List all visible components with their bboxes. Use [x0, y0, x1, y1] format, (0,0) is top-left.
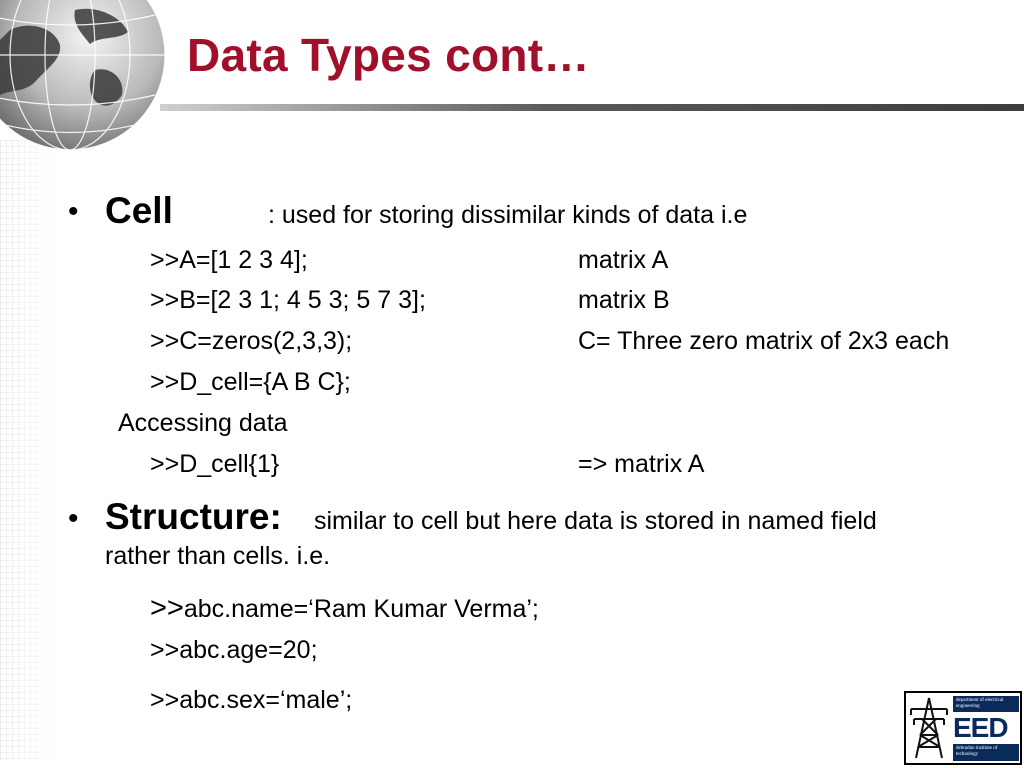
- department-logo: [904, 691, 1022, 765]
- accessing-data-label: Accessing data: [118, 409, 288, 437]
- code-prefix: >>: [150, 592, 184, 624]
- code-line: >>B=[2 3 1; 4 5 3; 5 7 3];: [150, 286, 426, 314]
- bullet-icon: •: [68, 195, 79, 228]
- code-text: abc.name=‘Ram Kumar Verma’;: [183, 595, 539, 623]
- code-note: matrix B: [578, 286, 670, 314]
- structure-description: similar to cell but here data is stored in named field: [314, 507, 877, 535]
- structure-description-cont: rather than cells. i.e.: [105, 542, 331, 570]
- cell-description: : used for storing dissimilar kinds of data i.e: [268, 201, 748, 229]
- bullet-icon: •: [68, 502, 79, 535]
- code-line: >>C=zeros(2,3,3);: [150, 327, 353, 355]
- decorative-grid: [0, 140, 60, 760]
- code-line: >>abc.sex=‘male’;: [150, 686, 353, 714]
- code-line: >>D_cell={A B C};: [150, 368, 351, 396]
- code-line: >>abc.age=20;: [150, 636, 318, 664]
- code-note: matrix A: [578, 246, 669, 274]
- code-line: [150, 592, 539, 625]
- globe-icon: [0, 0, 165, 170]
- page-title: Data Types cont…: [187, 29, 590, 81]
- transmission-tower-icon: [908, 695, 950, 761]
- code-note: => matrix A: [578, 450, 705, 478]
- cell-term: Cell: [105, 190, 173, 231]
- logo-caption-bottom: dehradun institute of technology: [953, 744, 1019, 761]
- structure-term: Structure:: [105, 496, 282, 537]
- logo-caption-top: department of electrical engineering: [953, 696, 1019, 712]
- code-line: >>D_cell{1}: [150, 450, 280, 478]
- code-line: >>A=[1 2 3 4];: [150, 246, 308, 274]
- logo-eed-text: EED: [953, 712, 1008, 743]
- title-divider: [160, 104, 1024, 111]
- code-note: C= Three zero matrix of 2x3 each: [578, 327, 950, 355]
